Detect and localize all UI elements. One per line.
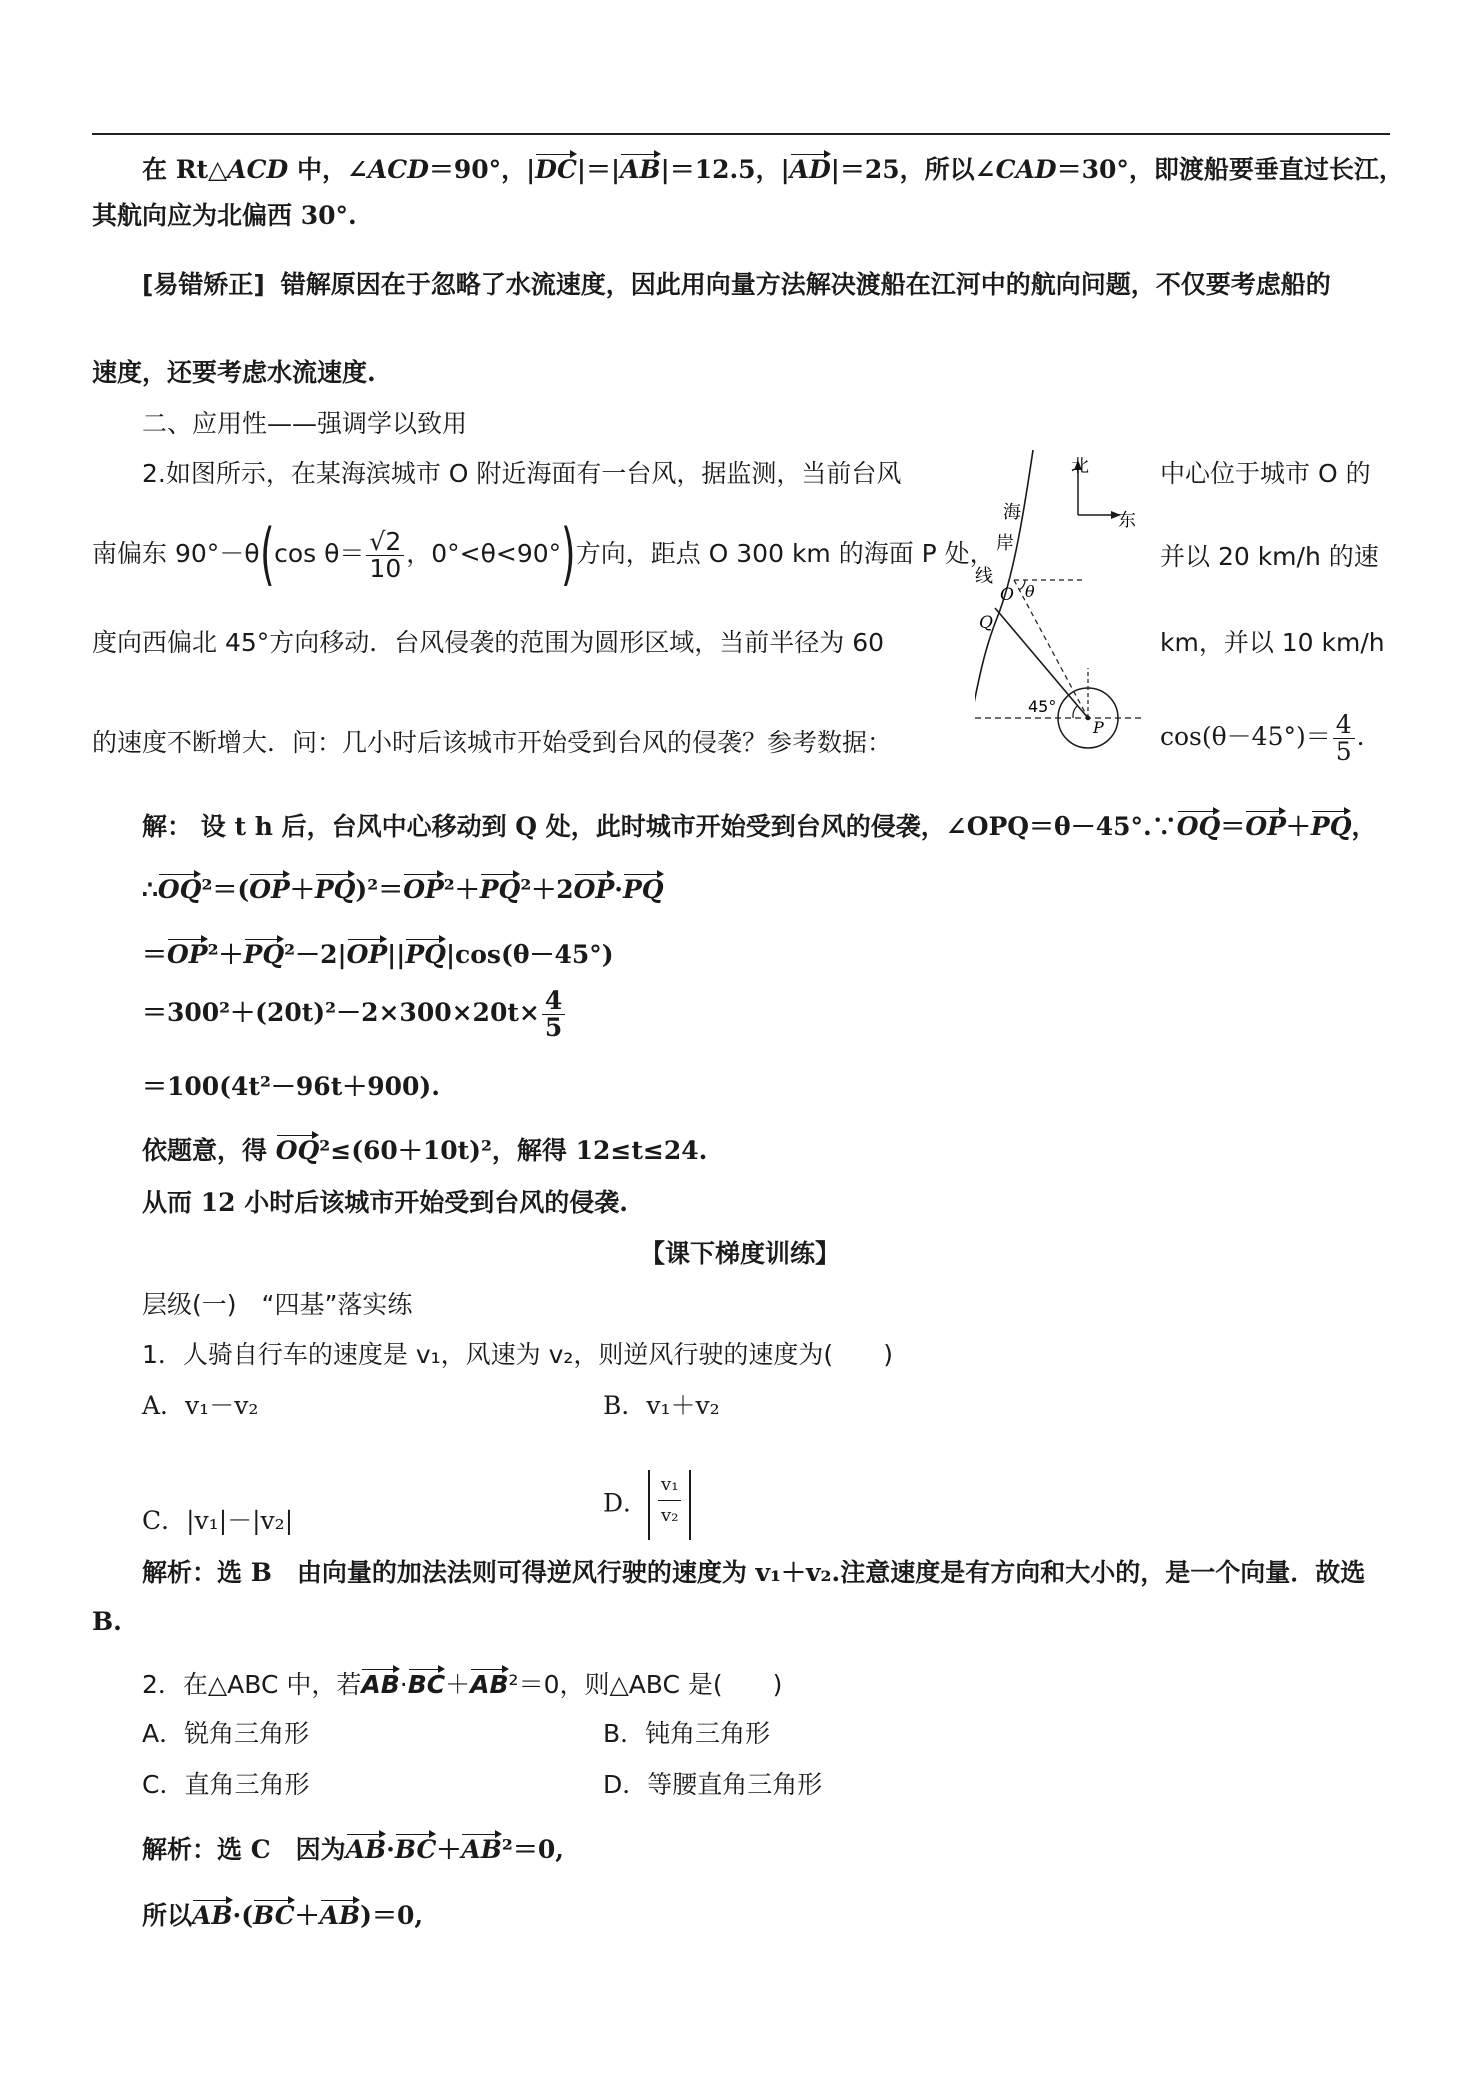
q2-stem: 2．在△ABC 中，若AB·BC＋AB²＝0，则△ABC 是( ): [142, 1665, 1390, 1702]
solution-line-1: 解： 设 t h 后，台风中心移动到 Q 处，此时城市开始受到台风的侵袭，∠OPQ＝θ－45°.∵OQ＝OP＋PQ，: [142, 807, 1390, 844]
q2-option-d: D．等腰直角三角形: [603, 1770, 823, 1799]
problem2-line1: 2.如图所示，在某海滨城市 O 附近海面有一台风，据监测，当前台风: [142, 459, 902, 488]
theta-label: θ: [1025, 582, 1035, 601]
q1-stem: 1．人骑自行车的速度是 v₁，风速为 v₂，则逆风行驶的速度为( ): [142, 1340, 893, 1369]
correction-paragraph: [易错矫正] 错解原因在于忽略了水流速度，因此用向量方法解决渡船在江河中的航向问题，不仅要考虑船的: [142, 270, 1331, 299]
coast-label-2: 岸: [996, 533, 1014, 554]
p-label: P: [1093, 718, 1104, 737]
q2-option-a: A．锐角三角形: [142, 1719, 310, 1748]
cos-fraction: $\frac{√2}{10}$: [366, 529, 404, 582]
angle-45-label: 45°: [1028, 697, 1057, 716]
q2-option-b: B．钝角三角形: [603, 1719, 771, 1748]
problem2-line3-right: km，并以 10 km/h: [1160, 628, 1385, 657]
q2-analysis-1: 解析：选 C 因为AB·BC＋AB²＝0,: [142, 1830, 1390, 1867]
header-rule: [92, 133, 1390, 135]
q1-analysis-2: B.: [92, 1607, 122, 1636]
correction-label: [易错矫正]: [142, 270, 265, 299]
cos-expression: cos θ＝ $\frac{√2}{10}$ ，0°<θ<90°: [274, 526, 562, 583]
solution-line-2: ∴OQ²＝(OP＋PQ)²＝OP²＋PQ²＋2OP·PQ: [142, 870, 1390, 907]
q-label: Q: [979, 613, 993, 633]
coast-label-3: 线: [975, 566, 993, 587]
solution-line-7: 从而 12 小时后该城市开始受到台风的侵袭.: [142, 1188, 628, 1217]
solution-line-3: ＝OP²＋PQ²－2|OP||PQ|cos(θ－45°): [142, 935, 1390, 972]
problem2-line4-right: cos(θ－45°)＝ $\frac{4}{5}$ .: [1160, 710, 1365, 766]
north-label: 北: [1071, 456, 1089, 477]
q1-option-b: B．v₁＋v₂: [603, 1391, 720, 1420]
q1-option-c: C．|v₁|－|v₂|: [142, 1506, 294, 1535]
q1-option-a: A．v₁－v₂: [142, 1391, 259, 1420]
ref-fraction: $\frac{4}{5}$: [1333, 712, 1355, 765]
coast-label-1: 海: [1003, 502, 1021, 523]
solution-line-6: 依题意，得 OQ²≤(60＋10t)²，解得 12≤t≤24.: [142, 1131, 1390, 1168]
typhoon-path: [975, 608, 1145, 718]
problem2-line4: 的速度不断增大．问：几小时后该城市开始受到台风的侵袭？参考数据：: [92, 728, 893, 757]
solution-line-5: ＝100(4t²－96t＋900).: [142, 1072, 440, 1101]
problem2-line2-right: 并以 20 km/h 的速: [1160, 542, 1379, 571]
solution-fraction: $\frac{4}{5}$: [542, 988, 565, 1041]
q1-analysis: 解析：选 B 由向量的加法法则可得逆风行驶的速度为 v₁＋v₂.注意速度是有方向和大小的，是一个向量．故选: [142, 1558, 1366, 1587]
problem2-line2: 南偏东 90°－θ(cos θ＝ $\frac{√2}{10}$ ，0°<θ<90°)方向，距点 O 300 km 的海面 P 处，: [92, 515, 995, 594]
east-label: 东: [1118, 510, 1136, 531]
level-title: 层级(一) “四基”落实练: [142, 1290, 413, 1319]
correction-line-2: 速度，还要考虑水流速度.: [92, 358, 376, 387]
training-title: 【课下梯度训练】: [639, 1239, 840, 1268]
vector-dc: DC: [535, 150, 577, 184]
p-point: [1086, 716, 1091, 721]
o-label: O: [1000, 585, 1014, 605]
vector-ad: AD: [790, 150, 831, 184]
text-line-1: 在 Rt△ACD 中，∠ACD＝90°，|DC|＝|AB|＝12.5，|AD|＝25，所以∠CAD＝30°，即渡船要垂直过长江，: [142, 150, 1390, 187]
problem2-line3: 度向西偏北 45°方向移动．台风侵袭的范围为圆形区域，当前半径为 60: [92, 628, 885, 657]
solution-label: 解：: [142, 812, 193, 841]
text-line-2: 其航向应为北偏西 30°.: [92, 201, 357, 230]
vector-ab: AB: [620, 150, 661, 184]
solution-line-4: ＝300²＋(20t)²－2×300×20t× $\frac{4}{5}$: [142, 988, 1390, 1041]
section-title: 二、应用性——强调学以致用: [142, 409, 468, 438]
q1-option-d: D． $\frac{\text{v₁}}{\text{v₂}}$: [603, 1470, 691, 1540]
q2-analysis-2: 所以AB·(BC＋AB)＝0,: [142, 1896, 1390, 1933]
problem2-line1-right: 中心位于城市 O 的: [1160, 459, 1371, 488]
q2-option-c: C．直角三角形: [142, 1770, 310, 1799]
typhoon-diagram: [975, 448, 1150, 753]
